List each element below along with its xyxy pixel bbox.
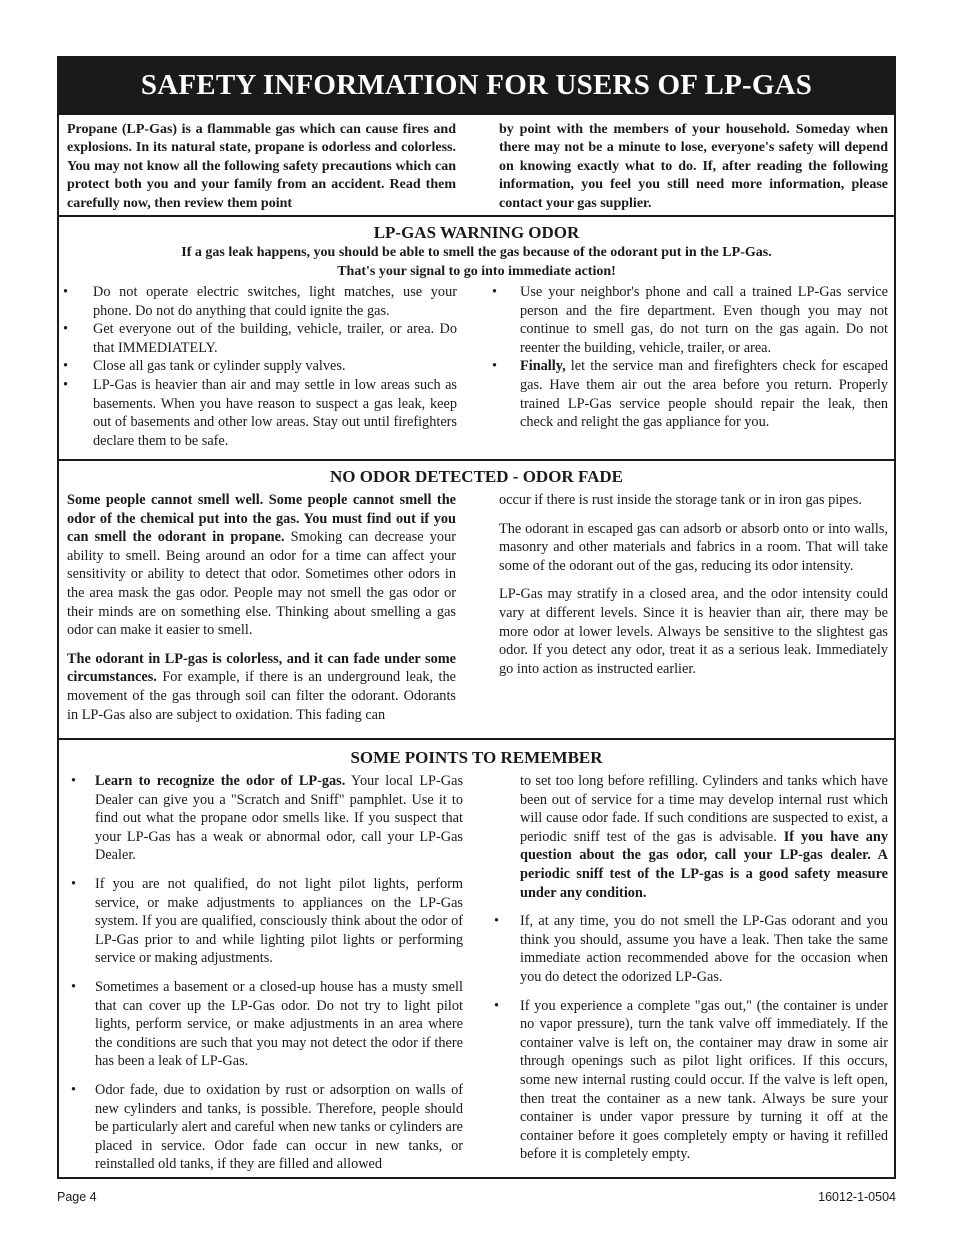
list-item: • If, at any time, you do not smell the LP-Gas odorant and you think you should, assume you have a leak. Then take the same immediate action recommended above for the occasion when you do detect the odorized LP-Gas. — [494, 913, 888, 985]
warning-right-list — [492, 283, 888, 450]
warning-heading: LP-GAS WARNING ODOR — [373, 223, 580, 242]
warning-sub-line2: That's your signal to go into immediate action! — [337, 264, 616, 279]
list-item: • Odor fade, due to oxidation by rust or adsorption on walls of new cylinders and tanks, is possible. Therefore, people should be particularly alert and careful when new tanks or cylinders are placed in service. Odor fade can occur in new tanks, or reinstalled old tanks, if they are filled and allowed — [71, 1081, 463, 1173]
page-title: SAFETY INFORMATION FOR USERS OF LP-GAS — [140, 69, 813, 101]
warning-subheading — [59, 243, 894, 281]
odor-paragraph-2: The odorant in LP-gas is colorless, and it can fade under some circumstances. For example, if there is an underground leak, the movement of the gas through soil can filter the odorant. Odorants in LP-Gas also are subject to oxidation. This fading can — [67, 650, 456, 723]
warning-sub-line1: If a gas leak happens, you should be able to smell the gas because of the odorant put in the LP-Gas. — [181, 245, 772, 260]
list-item: • Close all gas tank or cylinder supply valves. — [63, 358, 346, 375]
odor-left-column — [67, 491, 456, 734]
odor-right-column — [499, 491, 888, 734]
bullet-icon: • — [63, 284, 69, 300]
bullet-icon: • — [71, 1081, 77, 1098]
list-item: • Finally, let the service man and firefighters check for escaped gas. Have them air out the area before you return. Properly trained LP-Gas service people should repair the leak, then check and relight the gas appliance for you. — [492, 358, 888, 431]
list-item-continued: to set too long before refilling. Cylinders and tanks which have been out of service for a time may develop internal rust which will cause odor fade. If such conditions are suspected to exist, a periodic sniff test of the gas is advisable. If you have any question about the gas odor, call your LP-gas dealer. A periodic sniff test of the LP-gas is a good safety measure under any condition. — [520, 773, 888, 901]
list-item: • Do not operate electric switches, light matches, use your phone. Do not do anything that could ignite the gas. — [63, 284, 457, 319]
bullet-icon: • — [63, 376, 69, 393]
bullet-icon: • — [63, 358, 69, 375]
intro-section — [59, 113, 894, 215]
odor-paragraph-5: LP-Gas may stratify in a closed area, and the odor intensity could vary at different levels. Since it is heavier than air, there may be more odor at lower levels. Always be sensitive to the slightest gas odor. If you detect any odor, treat it as a serious leak. Immediately go into action as instructed earlier. — [499, 586, 888, 677]
list-item: • If you are not qualified, do not light pilot lights, perform service, or make adjustments to appliances on the LP-Gas system. If you are qualified, consciously think about the odor of LP-Gas prior to and while lighting pilot lights or performing service or making adjustments. — [71, 875, 463, 967]
points-heading: SOME POINTS TO REMEMBER — [350, 748, 603, 767]
list-item: • If you experience a complete "gas out," (the container is under no vapor pressure), turn the tank valve off immediately. If the container valve is left on, the container may draw in some air through openings such as pilot light orifices. If this occurs, some new internal rusting could occur. If the valve is left open, then treat the container as a new tank. Always be sure your container is under vapor pressure by turning it off at the container before it goes completely empty or having it refilled before it is completely empty. — [494, 997, 888, 1163]
points-section — [59, 738, 894, 1179]
bullet-icon: • — [494, 997, 500, 1014]
bullet-icon: • — [492, 284, 498, 300]
document-code: 16012-1-0504 — [818, 1190, 896, 1204]
odor-paragraph-3: occur if there is rust inside the storage tank or in iron gas pipes. — [499, 492, 862, 508]
list-item: • Use your neighbor's phone and call a trained LP-Gas service person and the fire department. Even though you may not continue to smell gas, do not turn on the gas again. Do not reenter the building, vehicle, trailer, or area. — [492, 284, 888, 356]
warning-odor-section — [59, 215, 894, 459]
list-item: • Get everyone out of the building, vehicle, trailer, or area. Do that IMMEDIATELY. — [63, 321, 457, 356]
odor-heading: NO ODOR DETECTED - ODOR FADE — [330, 467, 623, 486]
odor-paragraph-1: Some people cannot smell well. Some people cannot smell the odor of the chemical put into the gas. You must find out if you can smell the odorant in propane. Smoking can decrease your ability to smell. Being around an odor for a time can affect your sensitivity or ability to detect that odor. Sometimes other odors in the area mask the gas odor. People may not smell the gas odor or their minds are on something else. Thinking about smelling a gas odor can make it easier to smell. — [67, 492, 456, 639]
bullet-icon: • — [71, 875, 77, 892]
list-item: • Learn to recognize the odor of LP-gas. Your local LP-Gas Dealer can give you a "Scratch and Sniff" pamphlet. Use it to find out what the propane odor smells like. If you suspect that your LP-Gas has a weak or abnormal odor, call your LP-Gas Dealer. — [71, 773, 464, 864]
title-bar — [59, 58, 894, 113]
warning-left-list — [63, 283, 457, 450]
page-number: Page 4 — [57, 1190, 97, 1204]
intro-left: Propane (LP-Gas) is a flammable gas which can cause fires and explosions. In its natural state, propane is odorless and colorless. You may not know all the following safety precautions which can protect both you and your family from an accident. Read them carefully now, then review them point — [67, 122, 456, 211]
intro-right: by point with the members of your household. Someday when there may not be a minute to lose, everyone's safety will depend on knowing exactly what to do. If, after reading the following information, you feel you still need more information, please contact your gas supplier. — [499, 122, 888, 211]
odor-paragraph-4: The odorant in escaped gas can adsorb or absorb onto or into walls, masonry and other materials and fabrics in a room. That will take some of the odorant out of the gas, reducing its odor intensity. — [499, 520, 888, 574]
points-left-list — [71, 772, 463, 1174]
list-item: • LP-Gas is heavier than air and may settle in low areas such as basements. When you have reason to suspect a gas leak, keep out of basements and other low areas. Stay out until firefighters declare them to be safe. — [63, 376, 457, 449]
points-right-list — [494, 772, 888, 1174]
list-item: • Sometimes a basement or a closed-up house has a musty smell that can cover up the LP-Gas odor. Do not try to light pilot lights, perform service, or make adjustments in an area where the conditions are such that you may not detect the odor if there has been a leak of LP-Gas. — [71, 978, 463, 1070]
bullet-icon: • — [494, 913, 500, 930]
odor-fade-section — [59, 459, 894, 738]
bullet-icon: • — [492, 358, 498, 375]
bullet-icon: • — [71, 773, 77, 789]
safety-panel — [57, 56, 896, 1179]
bullet-icon: • — [71, 978, 77, 995]
bullet-icon: • — [63, 321, 69, 338]
